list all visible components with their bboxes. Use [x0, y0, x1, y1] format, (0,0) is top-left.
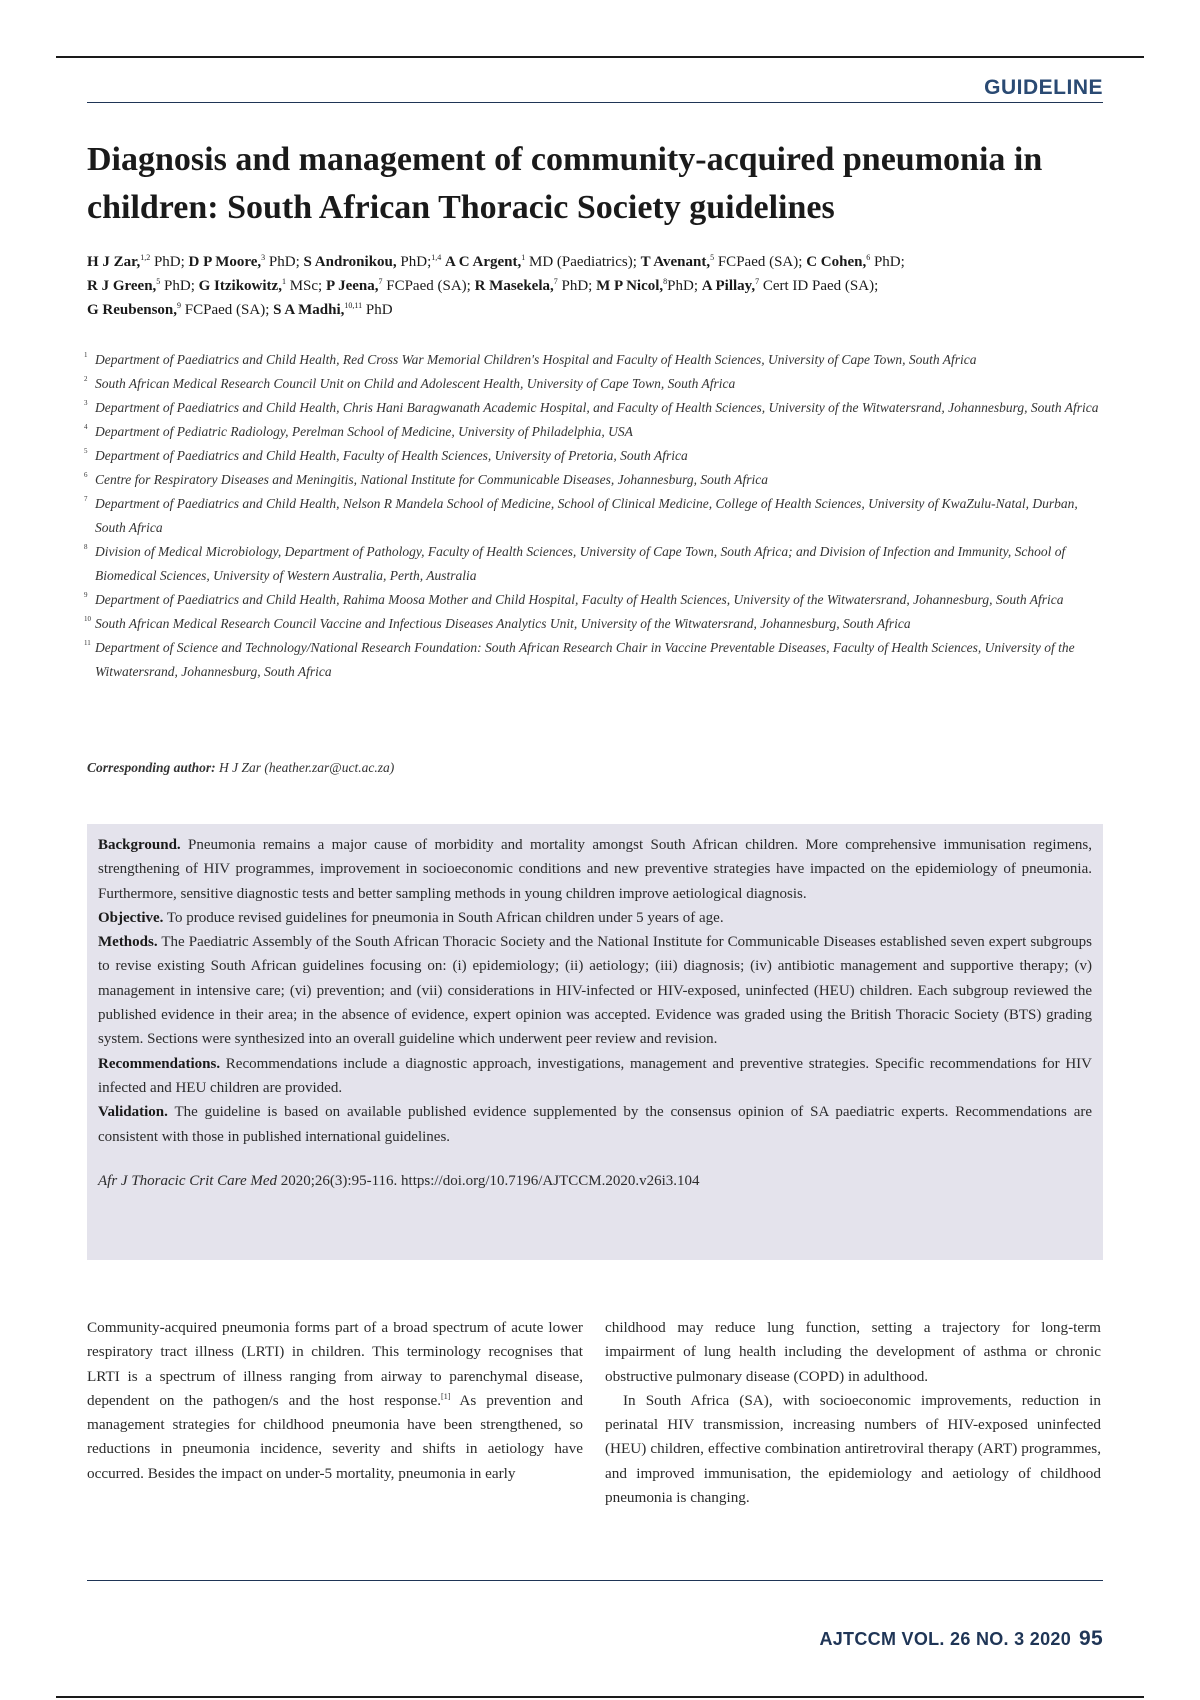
author-degree: PhD;: [667, 278, 702, 294]
affiliation-text: Department of Paediatrics and Child Health, Nelson R Mandela School of Medicine, School of Clinical Medicine, College of Health Sciences, University of KwaZulu-Natal, Durban, South Africa: [95, 496, 1078, 535]
corresponding-label: Corresponding author:: [87, 760, 216, 775]
author-name: M P Nicol,: [596, 278, 664, 294]
corresponding-text: H J Zar (heather.zar@uct.ac.za): [215, 760, 395, 775]
author-degree: PhD;: [396, 254, 432, 270]
abstract-validation-label: Validation.: [98, 1104, 168, 1121]
abstract-background-label: Background.: [98, 837, 181, 853]
author-degree: PhD;: [870, 254, 905, 270]
abstract-box: [87, 824, 1103, 1260]
author-degree: PhD;: [160, 278, 199, 294]
author: [87, 302, 273, 318]
author: [702, 278, 879, 294]
abstract-methods: [98, 930, 1092, 1051]
author-degree: MD (Paediatrics);: [525, 254, 641, 270]
author: [806, 254, 905, 270]
page-footer: [819, 1627, 1103, 1651]
abstract-methods-label: Methods.: [98, 934, 158, 951]
affiliation-text: Centre for Respiratory Diseases and Meningitis, National Institute for Communicable Diseases, Johannesburg, South Africa: [95, 472, 768, 487]
author-name: R J Green,: [87, 278, 157, 294]
author: [475, 278, 597, 294]
author-name: T Avenant,: [640, 254, 711, 270]
author: [87, 254, 189, 270]
affiliation-marker: 7: [553, 277, 558, 286]
author: [641, 254, 807, 270]
author-degree: PhD;: [150, 254, 189, 270]
affiliation-text: Department of Science and Technology/National Research Foundation: South African Research Chair in Vaccine Preventable Diseases, Faculty of Health Sciences, University of the Witwatersrand, Johannesburg, South Africa: [95, 640, 1075, 679]
author: [431, 254, 445, 270]
author: [596, 278, 702, 294]
affiliation-item: 3 Department of Paediatrics and Child Health, Chris Hani Baragwanath Academic Hospital, and Faculty of Health Sciences, University of the Witwatersrand, Johannesburg, South Africa: [84, 399, 1099, 415]
affiliation-marker: 5: [156, 277, 161, 286]
affiliation-marker: 1: [521, 253, 526, 262]
author-name: S Andronikou,: [303, 254, 397, 270]
affiliation-marker: 1: [281, 277, 286, 286]
author-degree: FCPaed (SA);: [181, 302, 274, 318]
citation-line: [98, 1169, 1092, 1193]
abstract-background-text: Pneumonia remains a major cause of morbidity and mortality amongst South African children. More comprehensive immunisation regimens, strengthening of HIV programmes, improvement in socioeconomic conditions and new preventive strategies have impacted on the epidemiology of pneumonia. Furthermore, sensitive diagnostic tests and better sampling methods in young children improve aetiological diagnosis.: [98, 837, 1092, 902]
affiliation-item: 7 Department of Paediatrics and Child Health, Nelson R Mandela School of Medicine, School of Clinical Medicine, College of Health Sciences, University of KwaZulu-Natal, Durban, South Africa: [84, 495, 1078, 535]
author: [273, 302, 392, 318]
affiliation-item: 2 South African Medical Research Council Unit on Child and Adolescent Health, University of Cape Town, South Africa: [84, 375, 736, 391]
body-paragraph: childhood may reduce lung function, setting a trajectory for long-term impairment of lung health including the development of asthma or chronic obstructive pulmonary disease (COPD) in adulthood.: [605, 1319, 1101, 1385]
abstract-objective-text: To produce revised guidelines for pneumonia in South African children under 5 years of age.: [163, 909, 724, 926]
affiliation-marker: 7: [755, 277, 760, 286]
author-name: R Masekela,: [474, 278, 554, 294]
author-degree: MSc;: [285, 278, 326, 294]
affiliation-item: 4 Department of Pediatric Radiology, Perelman School of Medicine, University of Philadelphia, USA: [84, 423, 633, 439]
affiliation-text: Department of Pediatric Radiology, Perelman School of Medicine, University of Philadelphia, USA: [95, 424, 633, 439]
author-list: [87, 250, 1107, 322]
affiliation-item: 9 Department of Paediatrics and Child Health, Rahima Moosa Mother and Child Hospital, Faculty of Health Sciences, University of the Witwatersrand, Johannesburg, South Africa: [84, 591, 1064, 607]
affiliation-item: 8 Division of Medical Microbiology, Department of Pathology, Faculty of Health Sciences, University of Cape Town, South Africa; and Division of Infection and Immunity, School of Biomedical Sciences, University of Western Australia, Perth, Australia: [84, 543, 1066, 583]
affiliation-item: 10 South African Medical Research Council Vaccine and Infectious Diseases Analytics Unit, University of the Witwatersrand, Johannesburg, South Africa: [84, 615, 911, 631]
author-name: G Reubenson,: [87, 302, 178, 318]
author: [189, 254, 304, 270]
author-degree: PhD: [362, 302, 393, 318]
affiliation-marker: 1,4: [431, 253, 442, 262]
author: [326, 278, 475, 294]
affiliation-item: 6 Centre for Respiratory Diseases and Meningitis, National Institute for Communicable Diseases, Johannesburg, South Africa: [84, 471, 768, 487]
author-name: D P Moore,: [188, 254, 262, 270]
author-degree: Cert ID Paed (SA);: [759, 278, 879, 294]
affiliation-item: 11 Department of Science and Technology/National Research Foundation: South African Research Chair in Vaccine Preventable Diseases, Faculty of Health Sciences, University of the Witwatersrand, Johannesburg, South Africa: [84, 639, 1075, 679]
author-name: A C Argent,: [444, 254, 522, 270]
body-text: Community-acquired pneumonia forms part of a broad spectrum of acute lower respiratory tract illness (LRTI) in children. This terminology recognises that LRTI is a spectrum of illness ranging from airway to parenchymal disease, dependent on the pathogen/s and the host response.: [87, 1319, 583, 1409]
affiliation-marker: 3: [261, 253, 266, 262]
author: [87, 278, 199, 294]
header-divider: [87, 102, 1103, 103]
affiliation-text: South African Medical Research Council Unit on Child and Adolescent Health, University of Cape Town, South Africa: [95, 376, 736, 391]
author: [304, 254, 432, 270]
affiliation-text: Department of Paediatrics and Child Health, Red Cross War Memorial Children's Hospital and Faculty of Health Sciences, University of Cape Town, South Africa: [95, 352, 977, 367]
section-label: GUIDELINE: [984, 76, 1103, 99]
reference-marker[interactable]: [1]: [441, 1391, 451, 1401]
article-title: Diagnosis and management of community-acquired pneumonia in children: South African Thoracic Society guidelines: [87, 141, 1043, 226]
author-name: P Jeena,: [325, 278, 379, 294]
bottom-rule: [56, 1696, 1144, 1698]
footer-divider: [87, 1580, 1103, 1581]
affiliation-text: Division of Medical Microbiology, Department of Pathology, Faculty of Health Sciences, University of Cape Town, South Africa; and Division of Infection and Immunity, School of Biomedical Sciences, University of Western Australia, Perth, Australia: [95, 544, 1066, 583]
affiliation-item: 5 Department of Paediatrics and Child Health, Faculty of Health Sciences, University of Pretoria, South Africa: [84, 447, 688, 463]
affiliation-list: [84, 348, 1105, 684]
citation-details: 2020;26(3):95-116. https://doi.org/10.7196/AJTCCM.2020.v26i3.104: [277, 1172, 700, 1189]
author-degree: FCPaed (SA);: [382, 278, 475, 294]
abstract-recommendations: [98, 1052, 1092, 1101]
affiliation-marker: 10,11: [344, 301, 363, 310]
corresponding-author: [87, 760, 394, 776]
affiliation-text: Department of Paediatrics and Child Health, Chris Hani Baragwanath Academic Hospital, and Faculty of Health Sciences, University of the Witwatersrand, Johannesburg, South Africa: [95, 400, 1099, 415]
abstract-methods-text: The Paediatric Assembly of the South African Thoracic Society and the National Institute for Communicable Diseases established seven expert subgroups to revise existing South African guidelines focusing on: (i) epidemiology; (ii) aetiology; (iii) diagnosis; (iv) antibiotic management and supportive therapy; (v) management in intensive care; (vi) prevention; and (vii) considerations in HIV-infected or HIV-exposed, uninfected (HEU) children. Each subgroup reviewed the published evidence in their area; in the absence of evidence, expert opinion was accepted. Evidence was graded using the British Thoracic Society (BTS) grading system. Sections were synthesized into an overall guideline which underwent peer review and revision.: [98, 934, 1092, 1048]
body-text: As prevention and management strategies for childhood pneumonia have been strengthened, so reductions in pneumonia incidence, severity and shifts in aetiology have occurred. Besides the impact on under-5 mortality, pneumonia in early: [87, 1391, 583, 1482]
affiliation-marker: 8: [663, 277, 668, 286]
affiliation-item: 1 Department of Paediatrics and Child Health, Red Cross War Memorial Children's Hospital and Faculty of Health Sciences, University of Cape Town, South Africa: [84, 351, 977, 367]
abstract-validation: [98, 1100, 1092, 1149]
author-name: C Cohen,: [806, 254, 867, 270]
affiliation-marker: 9: [177, 301, 182, 310]
top-rule: [56, 56, 1144, 58]
affiliation-text: South African Medical Research Council Vaccine and Infectious Diseases Analytics Unit, University of the Witwatersrand, Johannesburg, South Africa: [95, 616, 911, 631]
author-name: G Itzikowitz,: [198, 278, 282, 294]
affiliation-marker: 7: [378, 277, 383, 286]
affiliation-text: Department of Paediatrics and Child Health, Rahima Moosa Mother and Child Hospital, Faculty of Health Sciences, University of the Witwatersrand, Johannesburg, South Africa: [95, 592, 1064, 607]
body-paragraph: [87, 1316, 583, 1486]
affiliation-marker: 1,2: [140, 253, 151, 262]
affiliation-text: Department of Paediatrics and Child Health, Faculty of Health Sciences, University of Pretoria, South Africa: [95, 448, 688, 463]
author: [445, 254, 641, 270]
author: [199, 278, 326, 294]
page-number: 95: [1079, 1627, 1103, 1650]
abstract-background: [98, 833, 1092, 906]
abstract-validation-text: The guideline is based on available published evidence supplemented by the consensus opinion of SA paediatric experts. Recommendations are consistent with those in published international guidelines.: [98, 1104, 1092, 1145]
footer-journal: AJTCCM VOL. 26 NO. 3 2020: [819, 1629, 1072, 1649]
author-degree: PhD;: [557, 278, 597, 294]
author-name: A Pillay,: [701, 278, 756, 294]
affiliation-marker: 5: [710, 253, 715, 262]
author-name: H J Zar,: [87, 254, 141, 270]
affiliation-marker: 6: [866, 253, 871, 262]
body-paragraph: In South Africa (SA), with socioeconomic improvements, reduction in perinatal HIV transmission, increasing numbers of HIV-exposed uninfected (HEU) children, effective combination antiretroviral therapy (ART) programmes, and improved immunisation, the epidemiology and aetiology of childhood pneumonia is changing.: [605, 1391, 1101, 1507]
abstract-recommendations-label: Recommendations.: [98, 1055, 221, 1072]
abstract-objective: [98, 906, 1092, 930]
author-degree: PhD;: [265, 254, 304, 270]
abstract-objective-label: Objective.: [98, 909, 164, 926]
abstract-recommendations-text: Recommendations include a diagnostic approach, investigations, management and preventive strategies. Specific recommendations for HIV infected and HEU children are provided.: [98, 1055, 1092, 1096]
author-degree: FCPaed (SA);: [714, 254, 807, 270]
body-column-left: [87, 1316, 583, 1486]
body-column-right: [605, 1316, 1101, 1510]
author-name: S A Madhi,: [273, 302, 345, 318]
citation-journal: Afr J Thoracic Crit Care Med: [98, 1172, 278, 1189]
